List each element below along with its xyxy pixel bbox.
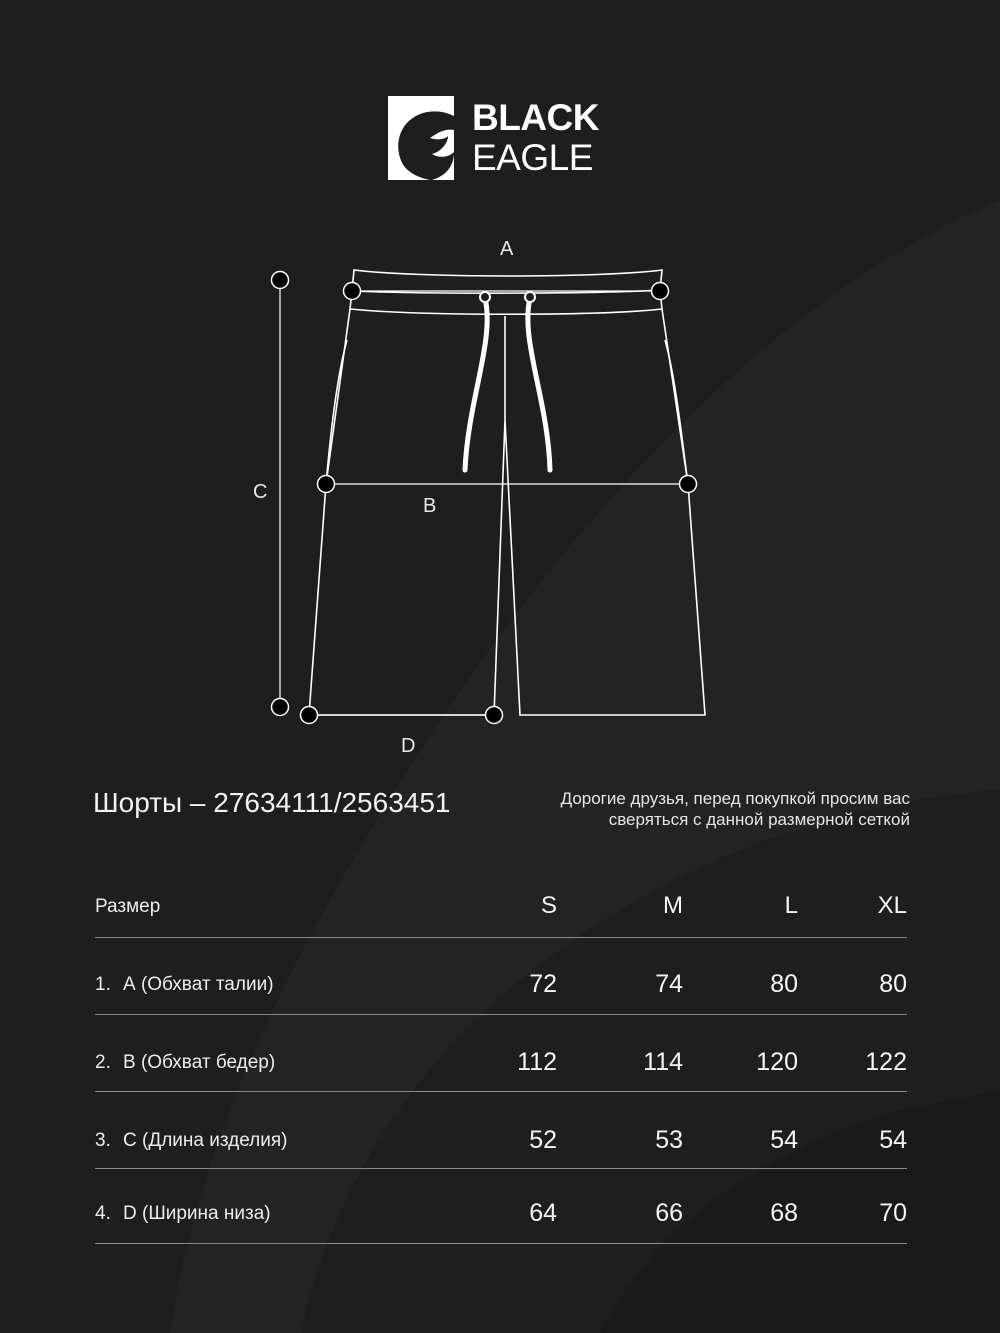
row-value-s: 72 (529, 970, 557, 998)
row-name: С (Длина изделия) (123, 1130, 288, 1151)
row-value-xl: 122 (865, 1048, 907, 1076)
row-value-xl: 80 (879, 970, 907, 998)
row-value-l: 54 (770, 1126, 798, 1154)
diagram-label-c: C (253, 481, 268, 503)
diagram-label-b: B (423, 495, 437, 517)
row-value-xl: 54 (879, 1126, 907, 1154)
size-header-l: L (784, 892, 798, 919)
notice-line-2: сверяться с данной размерной сеткой (608, 810, 910, 829)
notice-line-1: Дорогие друзья, перед покупкой просим вас (560, 789, 910, 808)
row-value-l: 68 (770, 1199, 798, 1227)
row-number: 3. (95, 1130, 111, 1151)
row-label (95, 1052, 275, 1074)
size-header-xl: XL (877, 892, 907, 919)
row-name: А (Обхват талии) (123, 974, 274, 995)
row-value-m: 114 (643, 1048, 683, 1076)
product-title: Шорты – 27634111/2563451 (93, 787, 451, 818)
row-value-s: 112 (517, 1048, 557, 1076)
diagram-label-d: D (401, 735, 416, 757)
row-number: 4. (95, 1203, 111, 1224)
brand-line-2: EAGLE (472, 137, 593, 178)
row-value-m: 53 (655, 1126, 683, 1154)
row-label (95, 1203, 271, 1225)
size-table-header (95, 870, 907, 938)
size-header-s: S (540, 892, 557, 919)
row-value-m: 66 (655, 1199, 683, 1227)
table-row (95, 1015, 907, 1092)
table-row (95, 938, 907, 1015)
row-value-xl: 70 (879, 1199, 907, 1227)
table-row (95, 1169, 907, 1244)
row-label (95, 974, 274, 996)
size-table (95, 870, 907, 1244)
row-number: 1. (95, 974, 111, 995)
row-value-m: 74 (655, 970, 683, 998)
diagram-label-a: A (500, 238, 514, 260)
row-value-s: 52 (529, 1126, 557, 1154)
row-label (95, 1130, 287, 1152)
row-number: 2. (95, 1052, 111, 1073)
row-value-s: 64 (529, 1199, 557, 1227)
table-row (95, 1092, 907, 1169)
row-name: В (Обхват бедер) (123, 1052, 276, 1073)
row-value-l: 120 (756, 1048, 798, 1076)
size-header-label: Размер (95, 896, 161, 917)
row-name: D (Ширина низа) (123, 1203, 271, 1224)
size-notice (490, 788, 910, 830)
brand-line-1: BLACK (472, 97, 599, 138)
size-header-m: M (663, 892, 683, 919)
row-value-l: 80 (770, 970, 798, 998)
